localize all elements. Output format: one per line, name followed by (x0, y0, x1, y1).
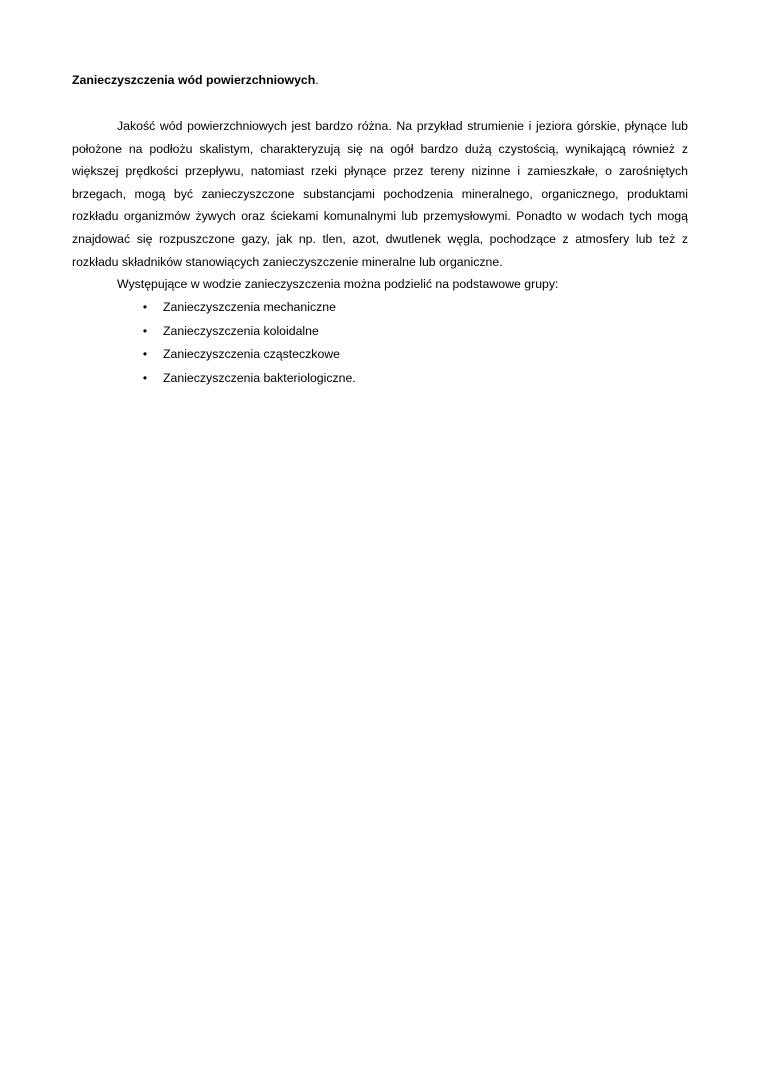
document-title (72, 71, 688, 89)
bullet-icon: • (142, 347, 148, 362)
bullet-icon: • (142, 299, 148, 314)
body-paragraph: Jakość wód powierzchniowych jest bardzo różna. Na przykład strumienie i jeziora górskie, płynące lub położone na podłożu skalistym, charakteryzują się na ogół bardzo dużą czystością, wynikającą również z większej prędkości przepływu, natomiast rzeki płynące przez tereny nizinne i zamieszkałe, o zarośniętych brzegach, mogą być zanieczyszczone substancjami pochodzenia mineralnego, organicznego, produktami rozkładu organizmów żywych oraz ściekami komunalnymi lub przemysłowymi. Ponadto w wodach tych mogą znajdować się rozpuszczone gazy, jak np. tlen, azot, dwutlenek węgla, pochodzące z atmosfery lub też z rozkładu składników stanowiących zanieczyszczenie mineralne lub organiczne. (72, 119, 688, 269)
list-intro: Występujące w wodzie zanieczyszczenia można podzielić na podstawowe grupy: (117, 277, 559, 292)
document-title-bold: Zanieczyszczenia wód powierzchniowych (72, 73, 316, 87)
list-item (72, 320, 688, 344)
list-item-text: Zanieczyszczenia cząsteczkowe (163, 347, 341, 362)
list-item-text: Zanieczyszczenia mechaniczne (163, 299, 336, 314)
bullet-icon: • (142, 323, 148, 338)
bullet-icon: • (142, 371, 148, 386)
list-item (72, 296, 688, 320)
list-item-text: Zanieczyszczenia koloidalne (163, 323, 319, 338)
list-item (72, 343, 688, 367)
bullet-list (72, 296, 688, 391)
list-item (72, 367, 688, 391)
list-item-text: Zanieczyszczenia bakteriologiczne. (163, 371, 356, 386)
document-content (72, 71, 688, 391)
document-title-period: . (315, 73, 319, 87)
